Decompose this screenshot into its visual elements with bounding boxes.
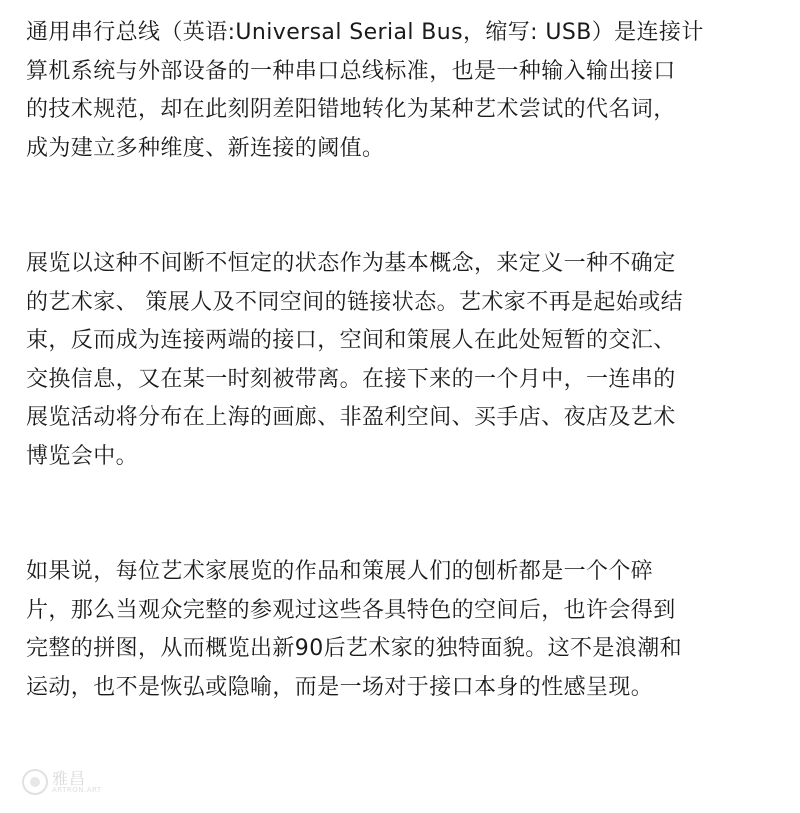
watermark [22,769,102,795]
text-line: 博览会中。 [26,443,139,469]
paragraph-spacer [26,476,776,553]
text-line: 的艺术家、 策展人及不同空间的链接状态。艺术家不再是起始或结 [26,289,683,315]
watermark-text-cn: 雅昌 [52,768,87,788]
watermark-text-en: ARTRON.ART [52,785,102,794]
text-line: 通用串行总线（英语:Universal Serial Bus，缩写: USB）是连接计 [26,20,704,45]
text-line: 展览活动将分布在上海的画廊、非盈利空间、买手店、夜店及艺术 [26,405,676,430]
watermark-text [52,768,102,794]
text-line: 算机系统与外部设备的一种串口总线标准，也是一种输入输出接口 [26,58,676,84]
artron-logo-icon [22,769,48,795]
paragraph-3 [26,553,776,707]
text-line: 如果说，每位艺术家展览的作品和策展人们的刨析都是一个个碎 [26,559,654,584]
paragraph-2 [26,245,776,476]
text-line: 的技术规范，却在此刻阴差阳错地转化为某种艺术尝试的代名词， [26,97,676,122]
text-line: 成为建立多种维度、新连接的阈值。 [26,135,385,161]
text-line: 束，反而成为连接两端的接口，空间和策展人在此处短暂的交汇、 [26,328,676,353]
text-line: 片，那么当观众完整的参观过这些各具特色的空间后，也许会得到 [26,597,676,623]
paragraph-1 [26,14,776,168]
text-line: 完整的拼图，从而概览出新90后艺术家的独特面貌。这不是浪潮和 [26,636,682,661]
paragraph-spacer [26,168,776,245]
text-line: 运动，也不是恢弘或隐喻，而是一场对于接口本身的性感呈现。 [26,674,654,700]
text-line: 交换信息，又在某一时刻被带离。在接下来的一个月中，一连串的 [26,366,676,392]
text-line: 展览以这种不间断不恒定的状态作为基本概念，来定义一种不确定 [26,251,676,276]
